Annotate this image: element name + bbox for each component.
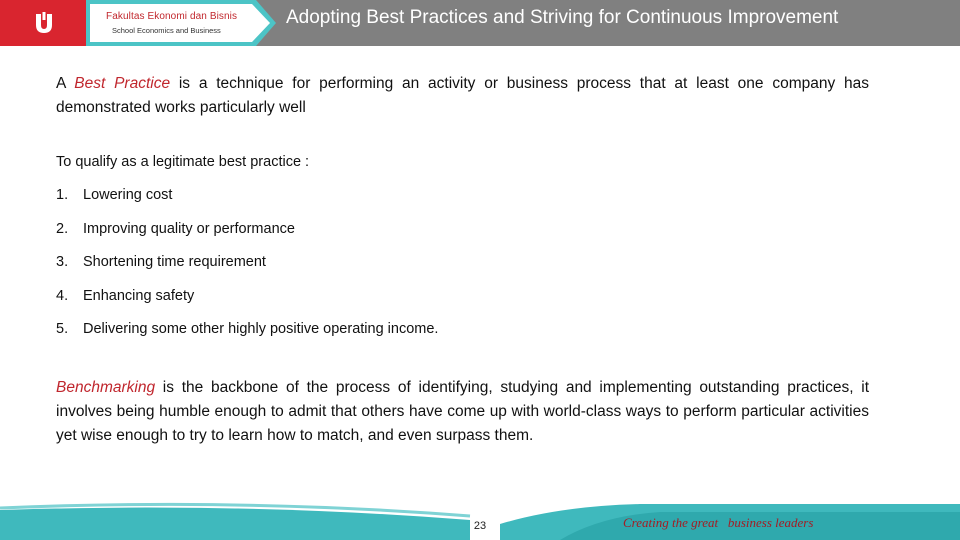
footer-wave <box>0 494 960 540</box>
slide-header <box>0 0 960 46</box>
list-number: 5. <box>56 321 69 338</box>
list-number: 3. <box>56 254 69 271</box>
benchmarking-term: Benchmarking <box>56 379 156 396</box>
list-number: 2. <box>56 220 69 237</box>
list-item-text: Lowering cost <box>83 187 173 203</box>
best-practice-term: Best Practice <box>74 75 171 92</box>
faculty-name: Fakultas Ekonomi dan Bisnis <box>106 11 238 22</box>
criteria-list <box>56 184 756 352</box>
faculty-banner <box>86 0 276 46</box>
list-item <box>56 285 756 319</box>
list-item-text: Shortening time requirement <box>83 254 266 271</box>
benchmarking-text: is the backbone of the process of identifying, studying and implementing outstanding practices, it involves being humble enough to admit that others have come up with world-class ways to perform particular activities yet wise enough to try to learn how to match, and even surpass them. <box>56 379 869 444</box>
page-number: 23 <box>473 520 487 532</box>
list-item <box>56 251 756 285</box>
list-item <box>56 318 756 352</box>
faculty-name-english: School Economics and Business <box>112 26 221 35</box>
slide-title: Adopting Best Practices and Striving for Continuous Improvement <box>286 7 839 28</box>
list-item-text: Enhancing safety <box>83 287 195 304</box>
slide-footer <box>0 494 960 540</box>
benchmarking-paragraph <box>56 376 869 448</box>
definition-text: is a technique for performing an activity or business process that at least one company has demonstrated works particularly well <box>56 75 869 116</box>
list-item <box>56 218 756 252</box>
list-item-text: Delivering some other highly positive operating income. <box>83 321 439 338</box>
university-logo-icon <box>34 12 54 34</box>
logo-block <box>0 0 86 46</box>
footer-tagline: Creating the great business leaders <box>623 515 814 530</box>
qualify-intro: To qualify as a legitimate best practice : <box>56 154 310 170</box>
list-number: 1. <box>56 187 69 203</box>
list-item-text: Improving quality or performance <box>83 220 295 237</box>
list-number: 4. <box>56 287 69 304</box>
best-practice-definition <box>56 72 869 120</box>
list-item <box>56 184 756 218</box>
definition-prefix: A <box>56 75 75 92</box>
